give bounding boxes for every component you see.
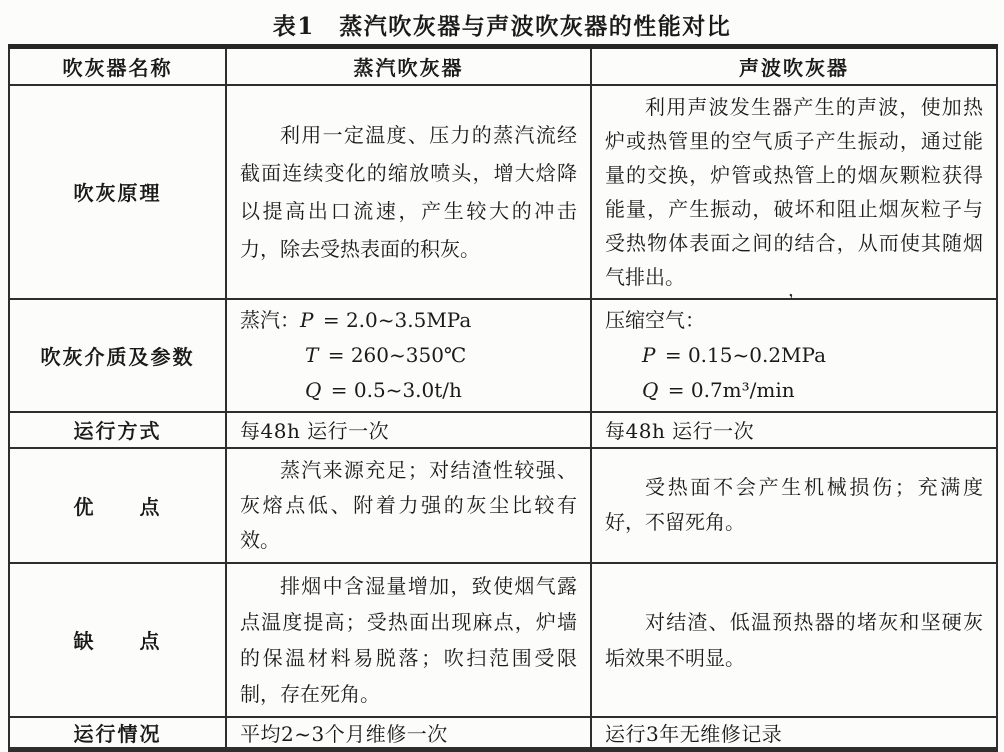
col-header-blower-name: 吹灰器名称 (9, 47, 226, 85)
cell-steam-principle: 利用一定温度、压力的蒸汽流经截面连续变化的缩放喷头，增大焓降以提高出口流速，产生较大的冲击力，除去受热表面的积灰。 (226, 85, 591, 299)
sonic-media-intro-line (592, 303, 996, 338)
steam-temperature-line (227, 338, 590, 373)
row-label-status: 运行情况 (9, 717, 226, 750)
row-disadvantages (9, 563, 997, 717)
cell-steam-cons: 排烟中含湿量增加，致使烟气露点温度提高；受热面出现麻点，炉墙的保温材料易脱落；吹扫范围受限制，存在死角。 (226, 563, 591, 717)
row-label-cons: 缺 点 (9, 563, 226, 717)
pressure-symbol: P (300, 307, 314, 332)
pressure-symbol: P (642, 342, 656, 367)
steam-pressure-value: = 2.0~3.5MPa (316, 307, 472, 332)
sonic-pressure-line (592, 338, 996, 373)
cell-sonic-cons: 对结渣、低温预热器的堵灰和坚硬灰垢效果不明显。 (591, 563, 997, 717)
row-media-parameters (9, 299, 997, 412)
cell-steam-media (226, 299, 591, 412)
scan-artifact: ， (788, 280, 806, 301)
sonic-flow-line (592, 373, 996, 408)
row-label-principle: 吹灰原理 (9, 85, 226, 299)
soot-blower-comparison-table (8, 44, 998, 752)
row-operation-record (9, 717, 997, 750)
cell-steam-mode: 每48h 运行一次 (226, 412, 591, 448)
row-principle (9, 85, 997, 299)
cell-steam-status: 平均2~3个月维修一次 (226, 717, 591, 750)
header-row (9, 47, 997, 85)
sonic-media-intro: 压缩空气： (605, 307, 705, 332)
cell-steam-pros: 蒸汽来源充足；对结渣性较强、灰熔点低、附着力强的灰尘比较有效。 (226, 448, 591, 563)
row-label-pros: 优 点 (9, 448, 226, 563)
steam-media-intro: 蒸汽： (240, 307, 300, 332)
steam-temperature-value: = 260~350℃ (321, 342, 467, 367)
col-header-steam-blower: 蒸汽吹灰器 (226, 47, 591, 85)
cell-sonic-mode: 每48h 运行一次 (591, 412, 997, 448)
steam-flow-value: = 0.5~3.0t/h (324, 377, 462, 402)
cell-sonic-pros: 受热面不会产生机械损伤；充满度好，不留死角。 (591, 448, 997, 563)
cell-sonic-media (591, 299, 997, 412)
row-label-media: 吹灰介质及参数 (9, 299, 226, 412)
row-advantages (9, 448, 997, 563)
cell-sonic-principle: 利用声波发生器产生的声波，使加热炉或热管里的空气质子产生振动，通过能量的交换，炉管或热管上的烟灰颗粒获得能量，产生振动，破坏和阻止烟灰粒子与受热物体表面之间的结合，从而使其随烟气排出。 (591, 85, 997, 299)
temperature-symbol: T (305, 342, 319, 367)
flow-symbol: Q (305, 377, 322, 402)
row-label-mode: 运行方式 (9, 412, 226, 448)
cell-sonic-status: 运行3年无维修记录 (591, 717, 997, 750)
steam-flow-line (227, 373, 590, 408)
steam-pressure-line (227, 303, 590, 338)
sonic-flow-value: = 0.7m³/min (661, 377, 795, 402)
flow-symbol: Q (642, 377, 659, 402)
row-operation-mode (9, 412, 997, 448)
sonic-pressure-value: = 0.15~0.2MPa (658, 342, 826, 367)
col-header-sonic-blower: 声波吹灰器 (591, 47, 997, 85)
table-caption: 表1 蒸汽吹灰器与声波吹灰器的性能对比 (272, 13, 732, 40)
